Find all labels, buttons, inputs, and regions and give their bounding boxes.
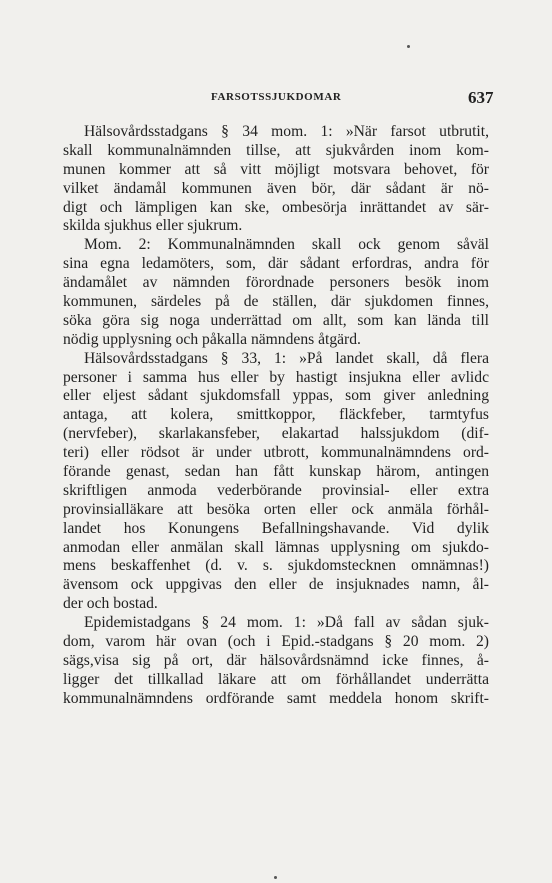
text-line: digt och lämpligen kan ske, ombesörja inrättandet av sär- xyxy=(63,198,489,216)
ink-speck xyxy=(407,45,410,48)
ink-speck xyxy=(274,876,277,879)
text-line: Hälsovårdsstadgans § 34 mom. 1: »När farsot utbrutit, xyxy=(84,123,489,140)
text-line: sägs,visa sig på ort, där hälsovårdsnämnd icke finnes, å- xyxy=(63,651,489,669)
text-line: personer i samma hus eller by hastigt insjukna eller avlidc xyxy=(63,368,489,386)
text-line: provinsialläkare att besöka orten eller ock anmäla förhål- xyxy=(63,500,489,518)
text-line: Epidemistadgans § 24 mom. 1: »Då fall av sådan sjuk- xyxy=(84,614,489,632)
text-line: vilket ändamål kommunen även bör, där sådant är nö- xyxy=(63,179,489,197)
text-line: ligger det tillkallad läkare att om förhållandet underrätta xyxy=(63,670,489,688)
text-line: anmodan eller anmälan skall lämnas upplysning om sjukdo- xyxy=(63,538,489,556)
text-line: munen kommer att så vitt möjligt motsvara behovet, för xyxy=(63,160,489,178)
text-line: eller eljest sådant sjukdomsfall yppas, som giver anledning xyxy=(63,387,489,405)
text-line: mens beskaffenhet (d. v. s. sjukdomstecknen omnämnas!) xyxy=(63,557,489,575)
text-line: antaga, att kolera, smittkoppor, fläckfeber, tarmtyfus xyxy=(63,406,489,424)
text-line: der och bostad. xyxy=(63,595,158,613)
text-line: landet hos Konungens Befallningshavande. Vid dylik xyxy=(63,519,489,537)
running-head: FARSOTSSJUKDOMAR xyxy=(211,91,342,103)
page-number: 637 xyxy=(468,88,494,107)
text-line: kommunen, särdeles på de ställen, där sjukdomen finnes, xyxy=(63,293,489,311)
text-line: skilda sjukhus eller sjukrum. xyxy=(63,217,243,235)
text-line: Mom. 2: Kommunalnämnden skall ock genom såväl xyxy=(84,236,489,254)
text-line: skriftligen anmoda vederbörande provinsial- eller extra xyxy=(63,481,489,499)
text-line: teri) eller rödsot är under utbrott, kommunalnämndens ord- xyxy=(63,444,489,462)
text-line: kommunalnämndens ordförande samt meddela honom skrift- xyxy=(63,689,489,707)
page-header xyxy=(0,88,552,111)
text-line: söka göra sig noga underrättad om allt, som kan lända till xyxy=(63,311,489,329)
text-line: skall kommunalnämnden tillse, att sjukvården inom kom- xyxy=(63,141,489,159)
text-line: nödig upplysning och påkalla nämndens åtgärd. xyxy=(63,330,361,348)
text-line: Hälsovårdsstadgans § 33, 1: »På landet skall, då flera xyxy=(84,349,489,367)
body-text xyxy=(63,123,489,709)
text-line: (nervfeber), skarlakansfeber, elakartad halssjukdom (dif- xyxy=(63,425,489,443)
text-line: ävensom ock uppgivas den eller de insjuknades namn, ål- xyxy=(63,576,489,594)
text-line: ändamålet av nämnden förordnade personers besök inom xyxy=(63,274,489,292)
text-line: förande genast, sedan han fått kunskap härom, antingen xyxy=(63,463,489,481)
text-line: sina egna ledamöters, som, där sådant erfordras, andra för xyxy=(63,255,489,273)
text-line: dom, varom här ovan (och i Epid.-stadgans § 20 mom. 2) xyxy=(63,633,489,651)
